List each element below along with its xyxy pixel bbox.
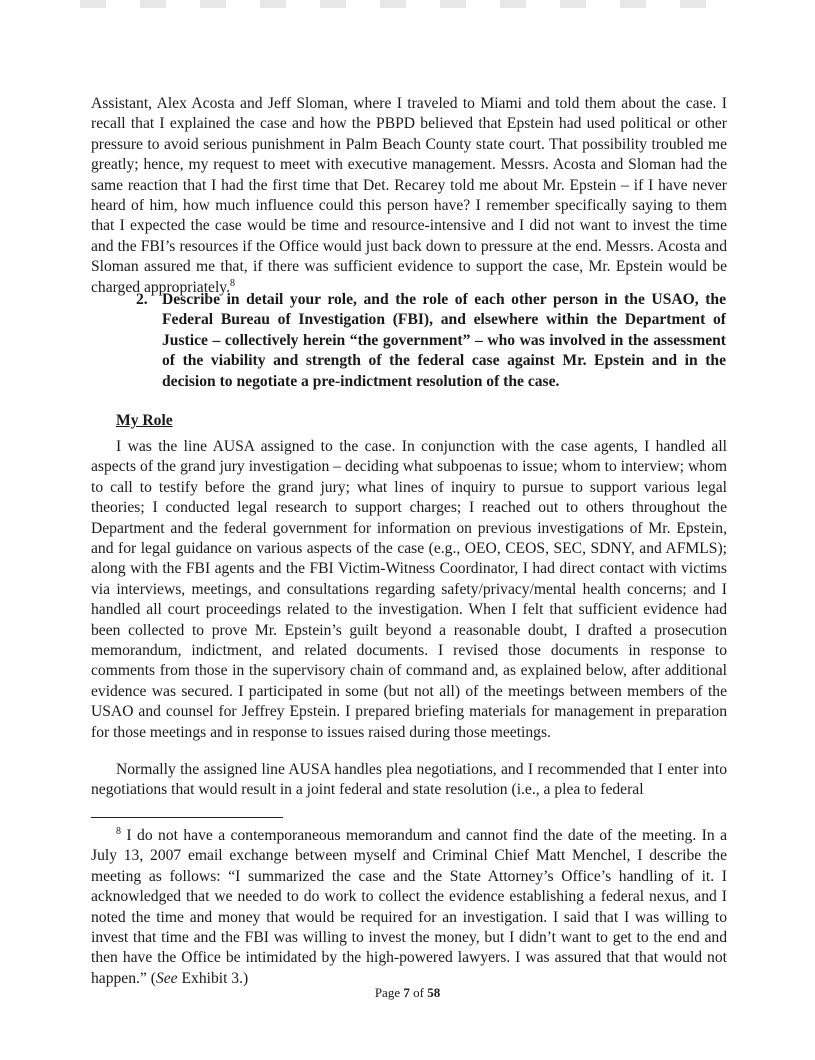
footer-total-pages: 58 xyxy=(427,985,441,1000)
question-2 xyxy=(136,290,726,392)
paragraph-my-role: I was the line AUSA assigned to the case. In conjunction with the case agents, I handled all aspects of the grand jury investigation – deciding what subpoenas to issue; whom to interview; whom to call to testify before the grand jury; what lines of inquiry to pursue to support various legal theories; I conducted legal research to support charges; I reached out to others throughout the Department and the federal government for information on previous investigations of Mr. Epstein, and for legal guidance on various aspects of the case (e.g., OEO, CEOS, SEC, SDNY, and AFMLS); along with the FBI agents and the FBI Victim-Witness Coordinator, I had direct contact with victims via interviews, meetings, and consultations regarding safety/privacy/mental health concerns; and I handled all court proceedings related to the investigation. When I felt that sufficient evidence had been collected to prove Mr. Epstein’s guilt beyond a reasonable doubt, I drafted a prosecution memorandum, indictment, and related documents. I revised those documents in response to comments from those in the supervisory chain of command and, as explained below, after additional evidence was secured. I participated in some (but not all) of the meetings between members of the USAO and counsel for Jeffrey Epstein. I prepared briefing materials for management in preparation for those meetings and in response to issues raised during those meetings. xyxy=(91,438,727,741)
paragraph-1-text: Assistant, Alex Acosta and Jeff Sloman, where I traveled to Miami and told them about the case. I recall that I explained the case and how the PBPD believed that Epstein had used political or other pressure to avoid serious punishment in Palm Beach County state court. That possibility troubled me greatly; hence, my request to meet with executive management. Messrs. Acosta and Sloman had the same reaction that I had the first time that Det. Recarey told me about Mr. Epstein – if I have never heard of him, how much influence could this person have? I remember specifically saying to them that I expected the case would be time and resource-intensive and I did not want to invest the time and the FBI’s resources if the Office would just back down to pressure at the end. Messrs. Acosta and Sloman assured me that, if there was sufficient evidence to support the case, Mr. Epstein would be charged appropriately. xyxy=(91,95,727,296)
section-heading-my-role: My Role xyxy=(116,412,173,429)
footer-page-number: 7 xyxy=(403,985,410,1000)
footnote-exhibit: Exhibit 3.) xyxy=(177,969,249,987)
footnote-ref[interactable]: 8 xyxy=(229,277,235,289)
footnote-divider xyxy=(91,817,283,818)
footer-page-label: Page xyxy=(374,985,401,1000)
paragraph-continuation xyxy=(91,94,727,298)
question-text: Describe in detail your role, and the role of each other person in the USAO, the Federal Bureau of Investigation (FBI), and elsewhere within the Department of Justice – collectively herein “the government” – who was involved in the assessment of the viability and strength of the federal case against Mr. Epstein and in the decision to negotiate a pre-indictment resolution of the case. xyxy=(162,291,726,390)
footnote-marker: 8 xyxy=(116,825,121,837)
paragraph-plea-negotiations: Normally the assigned line AUSA handles plea negotiations, and I recommended that I enter into negotiations that would result in a joint federal and state resolution (i.e., a plea to federal xyxy=(91,761,727,799)
footnote-8 xyxy=(91,826,727,989)
scan-artifact xyxy=(80,0,720,8)
footnote-text: I do not have a contemporaneous memorandum and cannot find the date of the meeting. In a July 13, 2007 email exchange between myself and Criminal Chief Matt Menchel, I describe the meeting as follows: “I summarized the case and the State Attorney’s Office’s handling of it. I acknowledged that we needed to do work to collect the evidence establishing a federal nexus, and I noted the time and money that would be required for an investigation. I said that I was willing to invest that time and the FBI was willing to invest the money, but I didn’t want to get to the end and then have the Office be intimidated by the high-powered lawyers. I was assured that that would not happen.” ( xyxy=(91,827,727,987)
footer-of-label: of xyxy=(413,985,424,1000)
question-number: 2. xyxy=(136,291,148,308)
page-footer xyxy=(0,985,815,1001)
footnote-see: See xyxy=(155,969,178,987)
